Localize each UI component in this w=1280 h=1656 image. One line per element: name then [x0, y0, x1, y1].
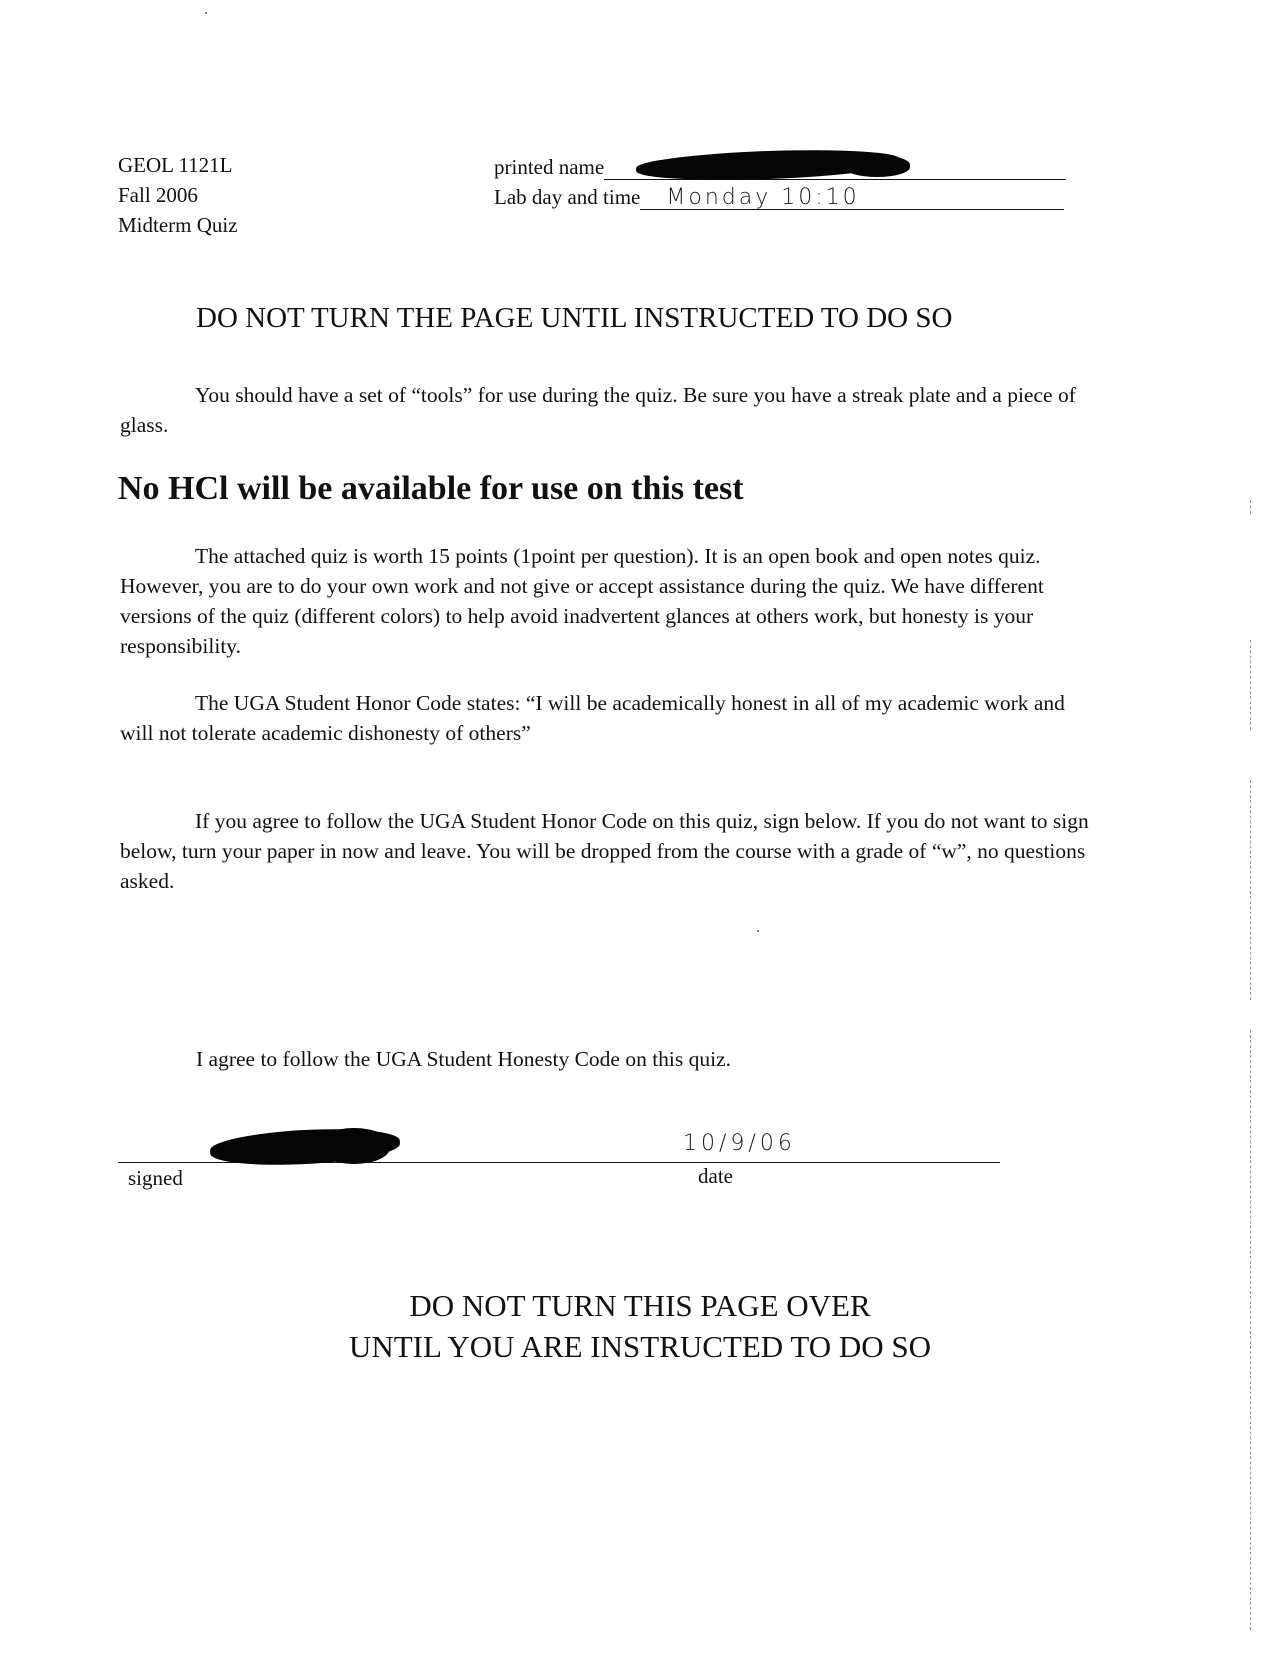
printed-name-redaction-tail [844, 155, 910, 177]
agree-text: If you agree to follow the UGA Student Honor Code on this quiz, sign below. If you do not want to sign below, turn your paper in now and leave. You will be dropped from the course with a grade of “w”, no questions asked. [120, 809, 1089, 893]
printed-name-label: printed name [494, 155, 605, 179]
course-info [118, 150, 238, 240]
signature-redaction-end [318, 1128, 390, 1164]
scan-speck [205, 12, 207, 14]
lab-day-field [494, 180, 1064, 210]
quiz-paragraph [120, 541, 1100, 661]
lab-day-label: Lab day and time [494, 185, 641, 209]
scan-margin-mark [1250, 780, 1252, 1000]
signed-label: signed [128, 1166, 183, 1190]
printed-name-line [604, 157, 1066, 180]
footer-warning [0, 1285, 1280, 1367]
agreement-statement: I agree to follow the UGA Student Honesty Code on this quiz. [196, 1047, 732, 1071]
footer-warning-line-1: DO NOT TURN THIS PAGE OVER [409, 1288, 871, 1323]
quiz-title: Midterm Quiz [118, 213, 238, 237]
agree-paragraph [120, 806, 1100, 896]
lab-day-value: Monday 10:10 [666, 185, 860, 210]
quiz-text: The attached quiz is worth 15 points (1point per question). It is an open book and open notes quiz. However, you are to do your own work and not give or accept assistance during the quiz. We have different versions of the quiz (different colors) to help avoid inadvertent glances at others work, but honesty is your responsibility. [120, 544, 1044, 658]
tools-text: You should have a set of “tools” for use during the quiz. Be sure you have a streak plate and a piece of glass. [120, 383, 1076, 437]
printed-name-field [494, 150, 1066, 180]
lab-day-line [640, 187, 1064, 210]
scan-margin-mark [1250, 1030, 1252, 1630]
date-value: 10/9/06 [683, 1131, 796, 1156]
hcl-heading: No HCl will be available for use on this test [118, 470, 744, 507]
course-code: GEOL 1121L [118, 153, 233, 177]
tools-paragraph [120, 380, 1100, 440]
date-label: date [698, 1164, 733, 1188]
scan-speck [757, 930, 759, 932]
honor-code-paragraph [120, 688, 1100, 748]
scan-margin-mark [1250, 500, 1252, 514]
honor-code-text: The UGA Student Honor Code states: “I will be academically honest in all of my academic work and will not tolerate academic dishonesty of others” [120, 691, 1065, 745]
scan-margin-mark [1250, 640, 1252, 730]
course-term: Fall 2006 [118, 183, 198, 207]
footer-warning-line-2: UNTIL YOU ARE INSTRUCTED TO DO SO [348, 1329, 932, 1364]
warning-top: DO NOT TURN THE PAGE UNTIL INSTRUCTED TO DO SO [196, 302, 953, 334]
